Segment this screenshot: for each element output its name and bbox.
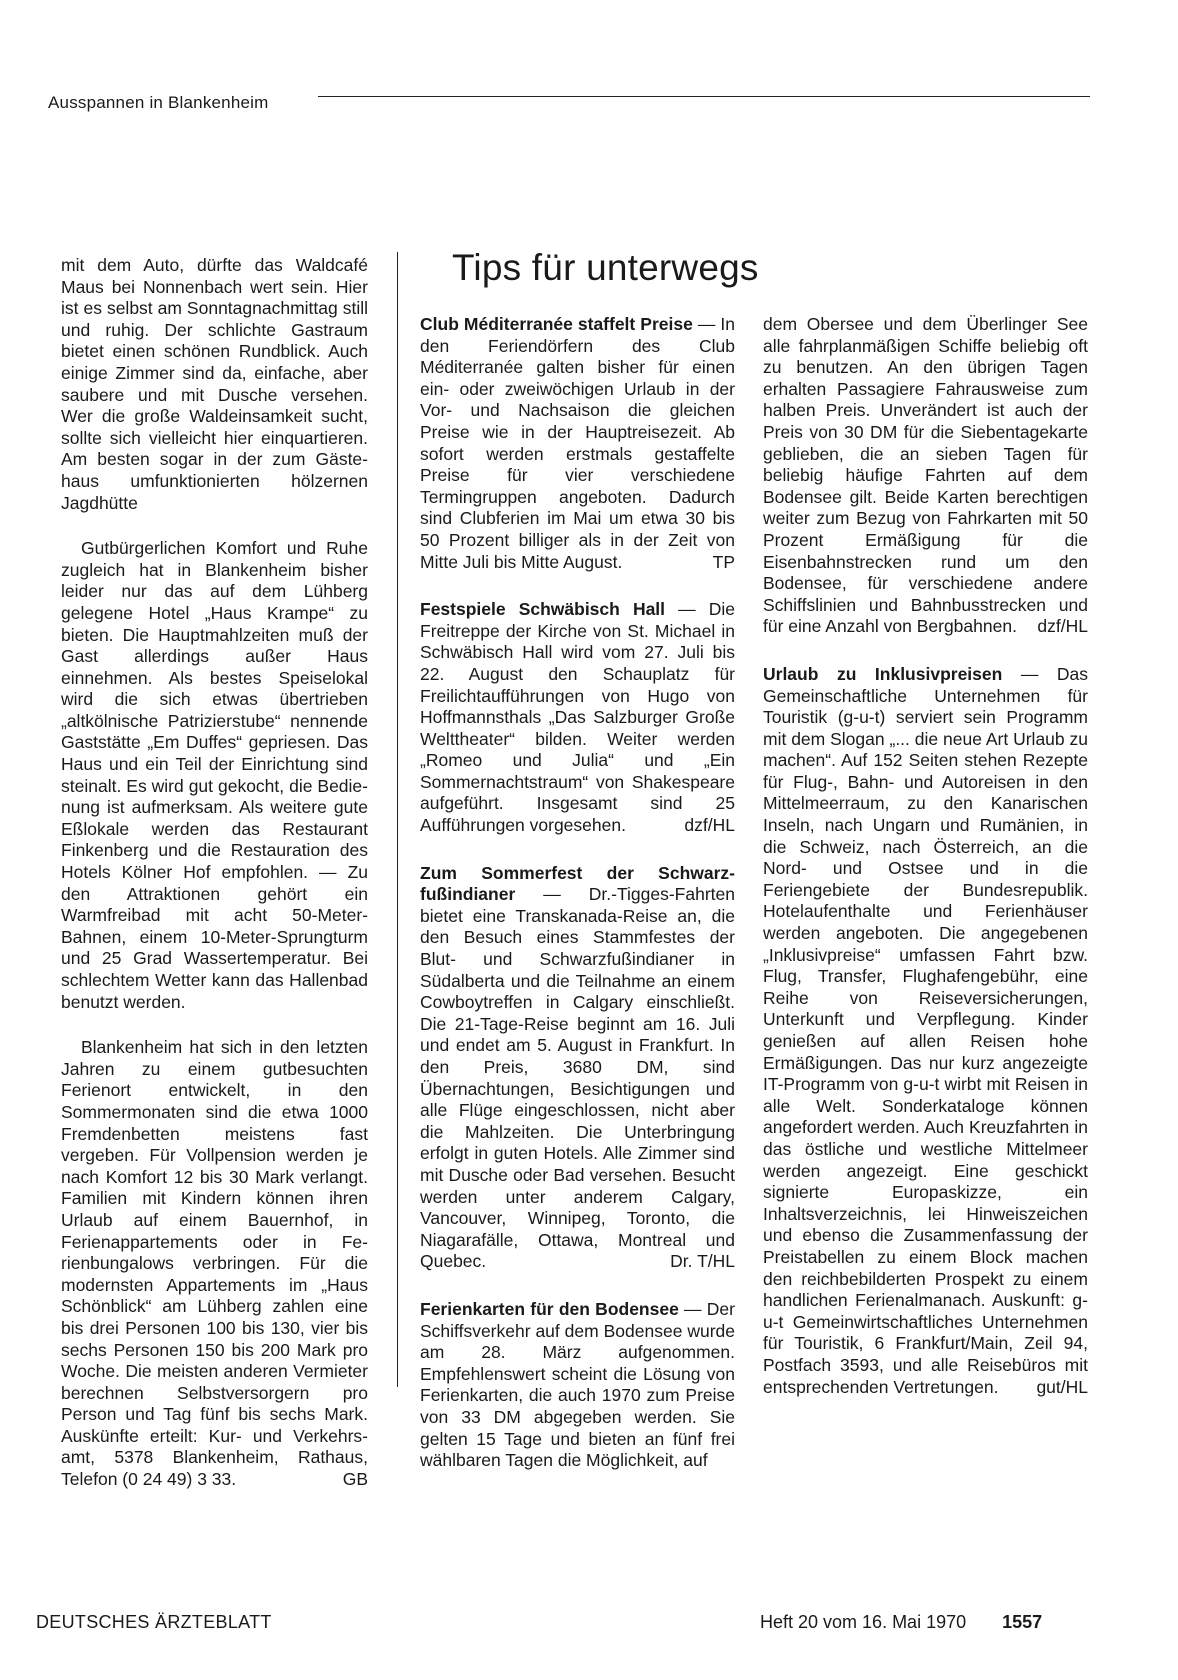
- left-paragraph-3: [61, 1037, 368, 1490]
- middle-column: [420, 314, 735, 1472]
- signature: dzf/HL: [1037, 616, 1088, 637]
- article-body: — Der Schiffsverkehr auf dem Bodensee wurde am 28. März aufgenommen. Empfehlenswert scheint die Lösung von Ferienkarten, die auch 1970 zum Preise von 33 DM abgegeben werden. Sie gelten 15 Tage und bieten an fünf frei wählbaren Tagen die Möglichkeit, auf: [420, 1298, 735, 1471]
- article-headline: Ferienkarten für den Bodensee: [420, 1298, 679, 1319]
- footer-issue: [760, 1612, 1042, 1633]
- left-paragraph-3-text: Blankenheim hat sich in den letzten Jahren zu einem gutbesuchten Ferienort entwickelt, in den Sommermonaten sind die etwa 1000 Fremdenbetten meistens fast vergeben. Für Vollpension werden je nach Komfort 12 bis 30 Mark verlangt. Familien mit Kindern können ihren Urlaub auf einem Bauernhof, in Ferienappartements oder in Ferienbungalows verbringen. Für die modernsten Appartements im „Haus Schönblick“ am Lühberg zahlen eine bis drei Personen 100 bis 130, vier bis sechs Personen 150 bis 200 Mark pro Woche. Die meisten anderen Vermieter berechnen Selbstversorgern pro Person und Tag fünf bis sechs Mark. Auskünfte erteilt: Kur- und Verkehrsamt, 5378 Blankenheim, Rathaus, Telefon (0 24 49) 3 33.: [61, 1037, 368, 1490]
- article-inklusivpreise: [763, 664, 1088, 1398]
- column-divider: [397, 252, 398, 1387]
- section-title: Tips für unterwegs: [452, 247, 759, 288]
- article-club-med: [420, 314, 735, 573]
- article-headline: Club Méditerranée staffelt Preise: [420, 314, 693, 334]
- signature: TP: [712, 551, 735, 572]
- signature: GB: [342, 1469, 368, 1490]
- article-sommerfest: [420, 863, 735, 1273]
- issue-info: Heft 20 vom 16. Mai 1970: [760, 1612, 967, 1632]
- article-body: — Die Freitreppe der Kirche von St. Michael in Schwäbisch Hall wird vom 27. Juli bis 22. August den Schauplatz für Freilichtaufführungen von Hugo von Hoffmannsthals „Das Salzburger Große Welttheater“ bilden. Weiter werden „Romeo und Julia“ und „Ein Sommernachtstraum“ von Shakespeare aufgeführt. Insgesamt sind 25 Aufführungen vorgesehen.: [420, 599, 736, 836]
- article-body: — In den Feriendörfern des Club Méditerranée galten bisher für einen ein- oder zweiwöchigen Urlaub in der Vor- und Nachsaison die gleichen Preise wie in der Hauptreisezeit. Ab sofort werden erstmals gestaffelte Preise für vier verschiedene Termingruppen angeboten. Dadurch sind Clubferien im Mai um etwa 30 bis 50 Prozent billiger als in der Zeit von Mitte Juli bis Mitte August.: [420, 314, 735, 572]
- journal-name: DEUTSCHES ÄRZTEBLATT: [36, 1612, 272, 1632]
- article-festspiele: [420, 599, 735, 837]
- left-paragraph-2: Gutbürgerlichen Komfort und Ruhe zugleich hat in Blankenheim bisher leider nur das auf dem Lühberg gelegene Hotel „Haus Krampe“ zu bieten. Die Hauptmahlzeiten muß der Gast allerdings außer Haus einnehmen. Als bestes Speiselokal wird die sich etwas übertrieben „altkölnische Patrizierstube“ nennende Gaststätte „Em Duffes“ gepriesen. Das Haus und ein Teil der Einrichtung sind steinalt. Es wird gut gekocht, die Bedienung ist aufmerksam. Als weitere gute Eßlokale werden das Restaurant Finkenberg und die Restauration des Hotels Kölner Hof empfohlen. — Zu den Attraktionen gehört ein Warmfreibad mit acht 50-Meter-Bahnen, einem 10-Meter-Sprungturm und 25 Grad Wassertemperatur. Bei schlechtem Wetter kann das Hallenbad benutzt werden.: [61, 538, 368, 1012]
- page-number: 1557: [1002, 1612, 1043, 1632]
- signature: gut/HL: [1036, 1376, 1088, 1397]
- article-body: dem Obersee und dem Überlinger See alle fahrplanmäßigen Schiffe beliebig oft zu benutzen. An den übrigen Tagen erhalten Passagiere Fahrausweise zum halben Preis. Unverändert ist auch der Preis von 30 DM für die Siebentagekarte geblieben, die an sieben Tagen für beliebig häufige Fahrten auf dem Bodensee gilt. Beide Karten berechtigen weiter zum Bezug von Fahrkarten mit 50 Prozent Ermäßigung für die Eisenbahnstrecken rund um den Bodensee, für verschiedene andere Schiffslinien und Bahnbusstrecken und für eine Anzahl von Bergbahnen.: [763, 314, 1088, 637]
- article-body: — Das Gemeinschaftliche Unternehmen für Touristik (g-u-t) serviert sein Programm mit dem Slogan „... die neue Art Urlaub zu machen“. Auf 152 Seiten stehen Rezepte für Flug-, Bahn- und Autoreisen in den Mittelmeerraum, zu den Kanarischen Inseln, nach Ungarn und Rumänien, in die Schweiz, nach Österreich, an die Nord- und Ostsee und in die Feriengebiete der Bundesrepublik. Hotelaufenthalte und Ferienhäuser werden angeboten. Die angegebenen „Inklusivpreise“ umfassen Fahrt bzw. Flug, Transfer, Flughafengebühr, eine Reihe von Reiseversicherungen, Unterkunft und Verpflegung. Kinder genießen auf allen Reisen hohe Ermäßigungen. Das nur kurz angezeigte IT-Programm von g-u-t wirbt mit Reisen in alle Welt. Sonderkataloge können angefordert werden. Auch Kreuzfahrten in das östliche und westliche Mittelmeer werden angezeigt. Eine geschickt signierte Europaskizze, ein Inhaltsverzeichnis, lei Hinweiszeichen und ebenso die Zusammenfassung der Preistabellen zu einem Block machen den reichbebilderten Prospekt zu einem handlichen Ferienalmanach. Auskunft: g-u-t Gemeinwirtschaftliches Unternehmen für Touristik, 6 Frankfurt/Main, Zeil 94, Postfach 3593, und alle Reisebüros mit entsprechenden Vertretungen.: [763, 663, 1088, 1397]
- article-headline: Festspiele Schwäbisch Hall: [420, 599, 666, 620]
- article-headline: Urlaub zu Inklusivpreisen: [763, 663, 1003, 684]
- header-rule: [318, 96, 1090, 97]
- article-body: — Dr.-Tigges-Fahrten bietet eine Transkanada-Reise an, die den Besuch eines Stammfestes der Blut- und Schwarzfußindianer in Südalberta und die Teilnahme an einem Cowboytreffen in Calgary einschließt. Die 21-Tage-Reise beginnt am 16. Juli und endet am 5. August in Frankfurt. In den Preis, 3680 DM, sind Übernachtungen, Besichtigungen und alle Flüge eingeschlossen, nicht aber die Mahlzeiten. Die Unterbringung erfolgt in guten Hotels. Alle Zimmer sind mit Dusche oder Bad versehen. Besucht werden unter anderem Calgary, Vancouver, Winnipeg, Toronto, die Niagarafälle, Ottawa, Montreal und Quebec.: [420, 884, 735, 1272]
- signature: Dr. T/HL: [670, 1251, 735, 1272]
- header-title: Ausspannen in Blankenheim: [48, 93, 269, 112]
- article-ferienkarten-continued: [763, 314, 1088, 638]
- article-headline: Zum Sommerfest der Schwarzfußindianer: [420, 862, 735, 905]
- article-ferienkarten: [420, 1299, 735, 1472]
- left-column: [61, 255, 368, 1491]
- left-paragraph-1: mit dem Auto, dürfte das Waldcafé Maus bei Nonnenbach wert sein. Hier ist es selbst am Sonntagnachmittag still und ruhig. Der schlichte Gastraum bietet einen schönen Rundblick. Auch einige Zimmer sind da, einfache, aber saubere und mit Dusche versehen. Wer die große Waldeinsamkeit sucht, sollte sich vielleicht hier einquartieren. Am besten sogar in der zum Gästehaus umfunktionierten hölzernen Jagdhütte: [61, 255, 368, 513]
- right-column: [763, 314, 1088, 1398]
- signature: dzf/HL: [684, 815, 735, 836]
